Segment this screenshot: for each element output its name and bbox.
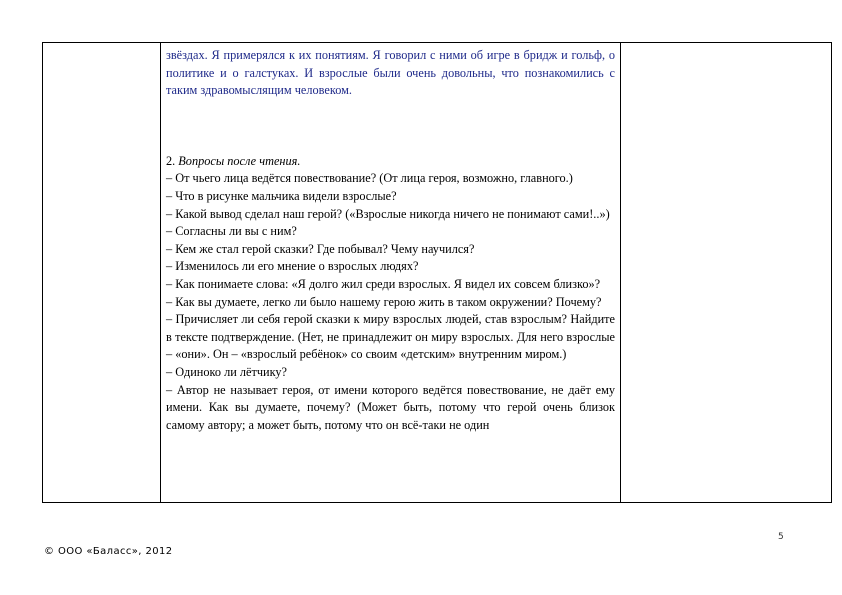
question-item: – Как понимаете слова: «Я долго жил среди взрослых. Я видел их совсем близко»?: [166, 276, 601, 291]
question-item: – Какой вывод сделал наш герой? («Взрослые никогда ничего не понимают сами!..»): [166, 206, 610, 221]
column-divider-left: [160, 43, 161, 502]
question-item: – От чьего лица ведётся повествование? (От лица героя, возможно, главного.): [166, 171, 573, 186]
questions-heading-number: 2.: [166, 153, 179, 168]
table-cell-right: [620, 43, 831, 502]
table-cell-left: [43, 43, 160, 502]
question-item: – Как вы думаете, легко ли было нашему герою жить в таком окружении? Почему?: [166, 294, 602, 309]
lesson-table: [42, 42, 832, 503]
copyright-footer: © ООО «Баласс», 2012: [44, 546, 173, 557]
question-item: – Изменилось ли его мнение о взрослых людях?: [166, 259, 419, 274]
table-cell-content: [166, 47, 615, 434]
blank-space: [166, 100, 615, 153]
questions-heading: [166, 153, 615, 171]
question-item: – Согласны ли вы с ним?: [166, 224, 297, 239]
question-item: – Что в рисунке мальчика видели взрослые?: [166, 188, 397, 203]
questions-heading-text: Вопросы после чтения.: [178, 153, 301, 168]
question-item: – Кем же стал герой сказки? Где побывал? Чему научился?: [166, 241, 475, 256]
question-item: – Автор не называет героя, от имени которого ведётся повествование, не даёт ему имени. Как вы думаете, почему? (Может быть, потому что герой очень близок самому автору; а может быть, потому что он всё-таки не один: [166, 382, 615, 432]
question-item: – Одиноко ли лётчику?: [166, 364, 288, 379]
intro-paragraph: звёздах. Я примерялся к их понятиям. Я говорил с ними об игре в бридж и гольф, о политике и о галстуках. И взрослые были очень довольны, что познакомились с таким здравомыслящим человеком.: [166, 48, 615, 98]
question-item: – Причисляет ли себя герой сказки к миру взрослых людей, став взрослым? Найдите в тексте подтверждение. (Нет, не принадлежит он миру взрослых. Для него взрослые – «они». Он – «взрослый ребёнок» со своим «детским» внутренним миром.): [166, 312, 615, 362]
page-number: 5: [778, 532, 784, 542]
